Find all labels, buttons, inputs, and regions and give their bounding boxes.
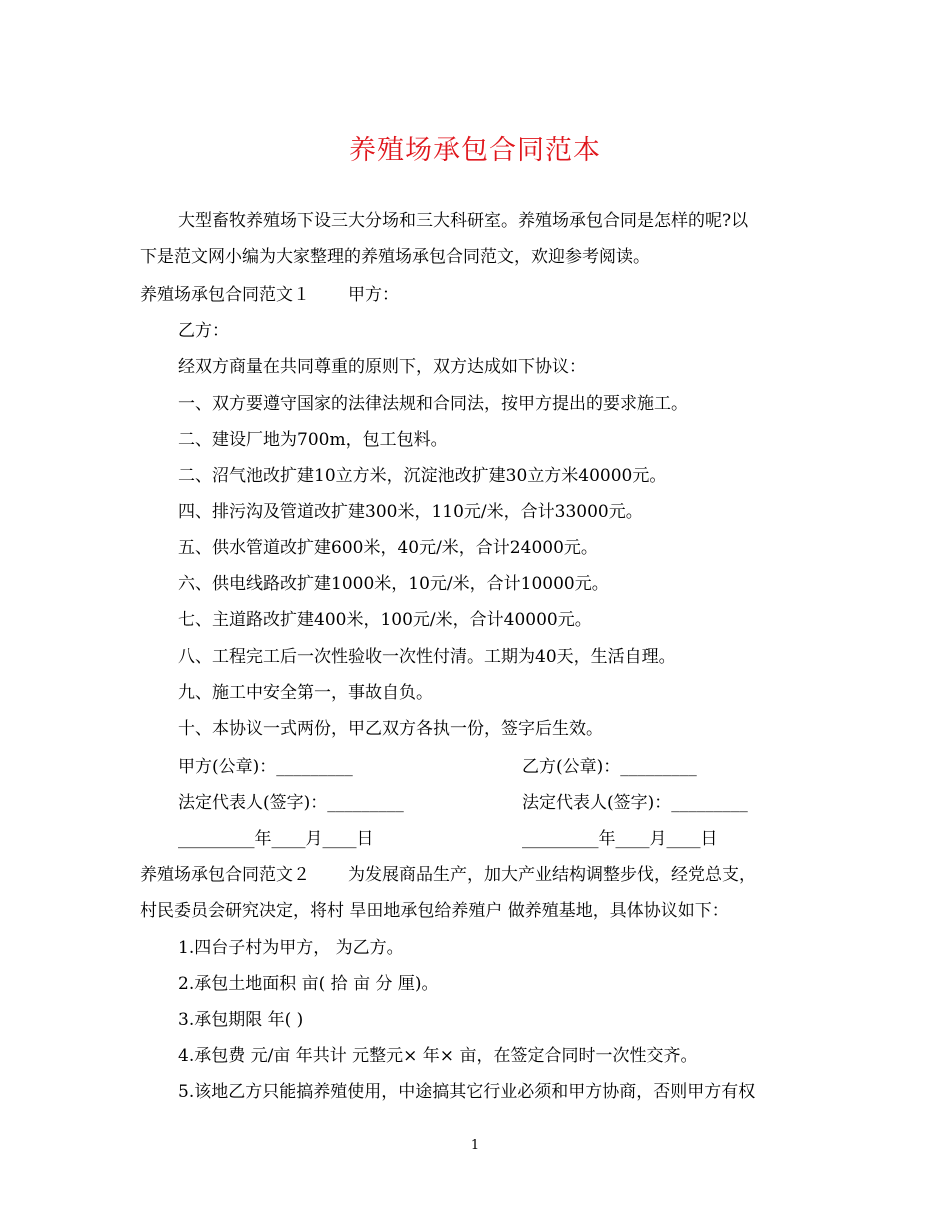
- page-number: 1: [470, 1138, 480, 1153]
- clause-1: 一、双方要遵守国家的法律法规和合同法，按甲方提出的要求施工。: [178, 394, 688, 414]
- preamble: 经双方商量在共同尊重的原则下，双方达成如下协议：: [178, 357, 586, 377]
- party-a-date: _________年____月____日: [178, 829, 374, 849]
- clause-4: 四、排污沟及管道改扩建300米，110元/米，合计33000元。: [178, 502, 643, 522]
- clause-8: 八、工程完工后一次性验收一次性付清。工期为40天，生活自理。: [178, 647, 676, 667]
- intro-line-2: 下是范文网小编为大家整理的养殖场承包合同范文，欢迎参考阅读。: [140, 247, 650, 267]
- party-a-label: 甲方：: [348, 285, 399, 305]
- sample2-intro-1: 为发展商品生产，加大产业结构调整步伐，经党总支，: [348, 865, 756, 885]
- clause-5: 五、供水管道改扩建600米，40元/米，合计24000元。: [178, 538, 598, 558]
- sample2-item-3: 3.承包期限 年( ): [178, 1010, 304, 1030]
- party-b-label: 乙方：: [178, 321, 229, 341]
- sample2-item-1: 1.四台子村为甲方， 为乙方。: [178, 938, 404, 958]
- sample1-heading: 养殖场承包合同范文１: [140, 285, 310, 305]
- clause-3: 二、沼气池改扩建10立方米，沉淀池改扩建30立方米40000元。: [178, 466, 667, 486]
- intro-line-1: 大型畜牧养殖场下设三大分场和三大科研室。养殖场承包合同是怎样的呢?以: [178, 211, 749, 231]
- party-b-seal: 乙方(公章)：_________: [522, 757, 697, 777]
- sample2-item-5: 5.该地乙方只能搞养殖使用，中途搞其它行业必须和甲方协商，否则甲方有权: [178, 1082, 756, 1102]
- sample2-item-2: 2.承包土地面积 亩( 拾 亩 分 厘)。: [178, 974, 439, 994]
- sample2-intro-2: 村民委员会研究决定，将村 旱田地承包给养殖户 做养殖基地，具体协议如下：: [140, 901, 729, 921]
- party-a-rep: 法定代表人(签字)：_________: [178, 793, 404, 813]
- document-title: 养殖场承包合同范本: [349, 135, 601, 166]
- clause-7: 七、主道路改扩建400米，100元/米，合计40000元。: [178, 610, 592, 630]
- sample2-heading-line: [140, 864, 756, 886]
- clause-6: 六、供电线路改扩建1000米，10元/米，合计10000元。: [178, 574, 609, 594]
- clause-9: 九、施工中安全第一，事故自负。: [178, 683, 433, 703]
- party-b-rep: 法定代表人(签字)：_________: [522, 793, 748, 813]
- sample1-heading-line: [140, 284, 399, 306]
- clause-10: 十、本协议一式两份，甲乙双方各执一份，签字后生效。: [178, 719, 603, 739]
- party-a-seal: 甲方(公章)：_________: [178, 757, 353, 777]
- clause-2: 二、建设厂地为700m，包工包料。: [178, 430, 448, 450]
- sample2-item-4: 4.承包费 元/亩 年共计 元整元× 年× 亩，在签定合同时一次性交齐。: [178, 1046, 698, 1066]
- sample2-heading: 养殖场承包合同范文２: [140, 865, 310, 885]
- party-b-date: _________年____月____日: [522, 829, 718, 849]
